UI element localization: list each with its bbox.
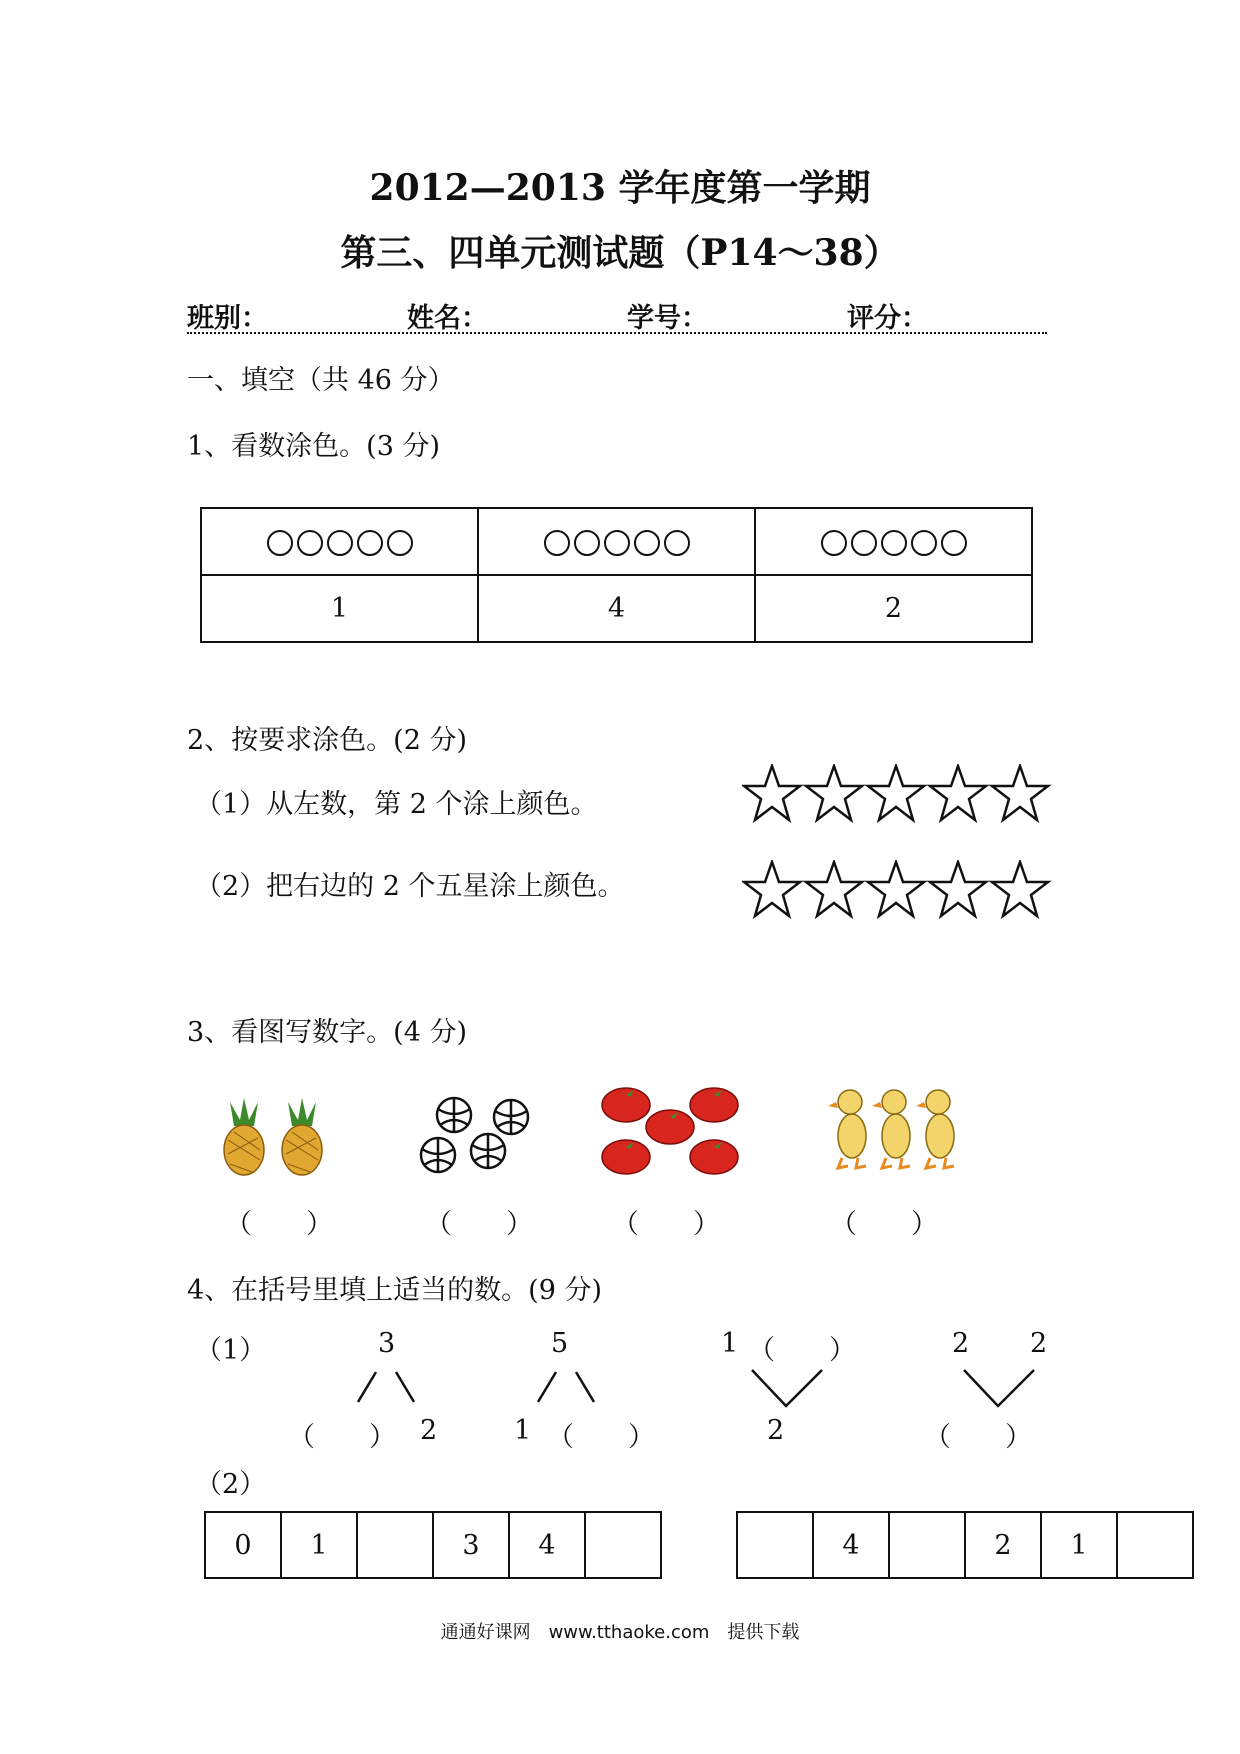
q1-number-3: 2	[755, 575, 1032, 642]
q1-prompt: 1、看数涂色。(3 分)	[187, 431, 441, 462]
title-line-1: 2012—2013 学年度第一学期	[369, 167, 871, 209]
seq1-cell: 3	[433, 1512, 509, 1578]
bond4-top-right: 2	[1030, 1328, 1048, 1359]
star-icon	[992, 766, 1048, 820]
q1-table	[200, 507, 1033, 643]
tomato-icon	[690, 1140, 738, 1174]
q2-prompt: 2、按要求涂色。(2 分)	[187, 725, 468, 756]
q4-sub2-label: （2）	[195, 1469, 267, 1500]
score-label: 评分：	[847, 303, 928, 334]
pineapple-icon	[224, 1098, 264, 1175]
seq1-cell-blank[interactable]	[585, 1512, 661, 1578]
q4-prompt: 4、在括号里填上适当的数。(9 分)	[187, 1275, 603, 1306]
bond2-lines	[532, 1368, 602, 1408]
footer: 通通好课网 www.tthaoke.com 提供下载	[440, 1622, 800, 1643]
section-1-heading: 一、填空（共 46 分）	[187, 365, 455, 396]
bond1-lines	[352, 1368, 422, 1408]
q3-answer-1[interactable]: （ ）	[225, 1209, 333, 1240]
star-icon	[806, 766, 862, 820]
bond3-top-left: 1	[721, 1328, 739, 1359]
q1-number-2: 4	[478, 575, 755, 642]
seq1-cell: 0	[205, 1512, 281, 1578]
tomatoes-image	[600, 1085, 740, 1180]
ducklings-image	[826, 1080, 961, 1175]
title-line-2: 第三、四单元测试题（P14～38）	[340, 232, 900, 274]
bond2-right[interactable]: （ ）	[547, 1422, 655, 1453]
bond4-lines	[960, 1366, 1040, 1412]
tomato-icon	[646, 1110, 694, 1144]
sequence-2	[736, 1511, 1194, 1579]
q3-answer-4[interactable]: （ ）	[830, 1209, 938, 1240]
seq2-cell-blank[interactable]	[889, 1512, 965, 1578]
star-icon	[806, 862, 862, 916]
ball-icon	[437, 1098, 471, 1132]
q2-sub1: （1）从左数，第 2 个涂上颜色。	[195, 789, 598, 820]
seq1-cell-blank[interactable]	[357, 1512, 433, 1578]
q1-number-1: 1	[201, 575, 478, 642]
pineapple-icon	[282, 1098, 322, 1175]
bond4-bottom[interactable]: （ ）	[924, 1422, 1032, 1453]
q3-prompt: 3、看图写数字。(4 分)	[187, 1017, 468, 1048]
bond1-left[interactable]: （ ）	[288, 1422, 396, 1453]
duckling-icon	[916, 1090, 954, 1168]
balls-image	[418, 1095, 538, 1180]
seq2-cell: 2	[965, 1512, 1041, 1578]
star-icon	[992, 862, 1048, 916]
duckling-icon	[872, 1090, 910, 1168]
q2-sub2: （2）把右边的 2 个五星涂上颜色。	[195, 871, 625, 902]
star-icon	[868, 862, 924, 916]
q1-circles-1	[201, 508, 478, 575]
star-icon	[930, 862, 986, 916]
seq1-cell: 1	[281, 1512, 357, 1578]
seq1-cell: 4	[509, 1512, 585, 1578]
seq2-cell-blank[interactable]	[1117, 1512, 1193, 1578]
bond3-top-right[interactable]: （ ）	[748, 1335, 856, 1366]
ball-icon	[494, 1100, 528, 1134]
bond1-top: 3	[378, 1328, 396, 1359]
tomato-icon	[602, 1088, 650, 1122]
bond3-lines	[748, 1366, 828, 1412]
q4-sub1-label: （1）	[195, 1335, 267, 1366]
seq2-cell: 1	[1041, 1512, 1117, 1578]
q1-circles-3	[755, 508, 1032, 575]
star-icon	[930, 766, 986, 820]
bond4-top-left: 2	[952, 1328, 970, 1359]
bond2-left: 1	[514, 1415, 532, 1446]
name-label: 姓名：	[407, 303, 488, 334]
sequence-1	[204, 1511, 662, 1579]
bond2-top: 5	[551, 1328, 569, 1359]
star-icon	[744, 766, 800, 820]
seq2-cell: 4	[813, 1512, 889, 1578]
bond3-bottom: 2	[767, 1415, 785, 1446]
q2-stars-row-2	[742, 860, 1054, 920]
tomato-icon	[690, 1088, 738, 1122]
q3-answer-3[interactable]: （ ）	[612, 1209, 720, 1240]
bond1-right: 2	[420, 1415, 438, 1446]
q2-stars-row-1	[742, 764, 1054, 824]
seq2-cell-blank[interactable]	[737, 1512, 813, 1578]
star-icon	[744, 862, 800, 916]
ball-icon	[421, 1138, 455, 1172]
tomato-icon	[602, 1140, 650, 1174]
q3-answer-2[interactable]: （ ）	[425, 1209, 533, 1240]
star-icon	[868, 766, 924, 820]
class-label: 班别：	[187, 303, 268, 334]
q1-circles-2	[478, 508, 755, 575]
student-number-label: 学号：	[627, 303, 708, 334]
pineapples-image	[222, 1098, 332, 1178]
ball-icon	[471, 1134, 505, 1168]
header-fields-row	[187, 296, 1047, 334]
duckling-icon	[828, 1090, 866, 1168]
